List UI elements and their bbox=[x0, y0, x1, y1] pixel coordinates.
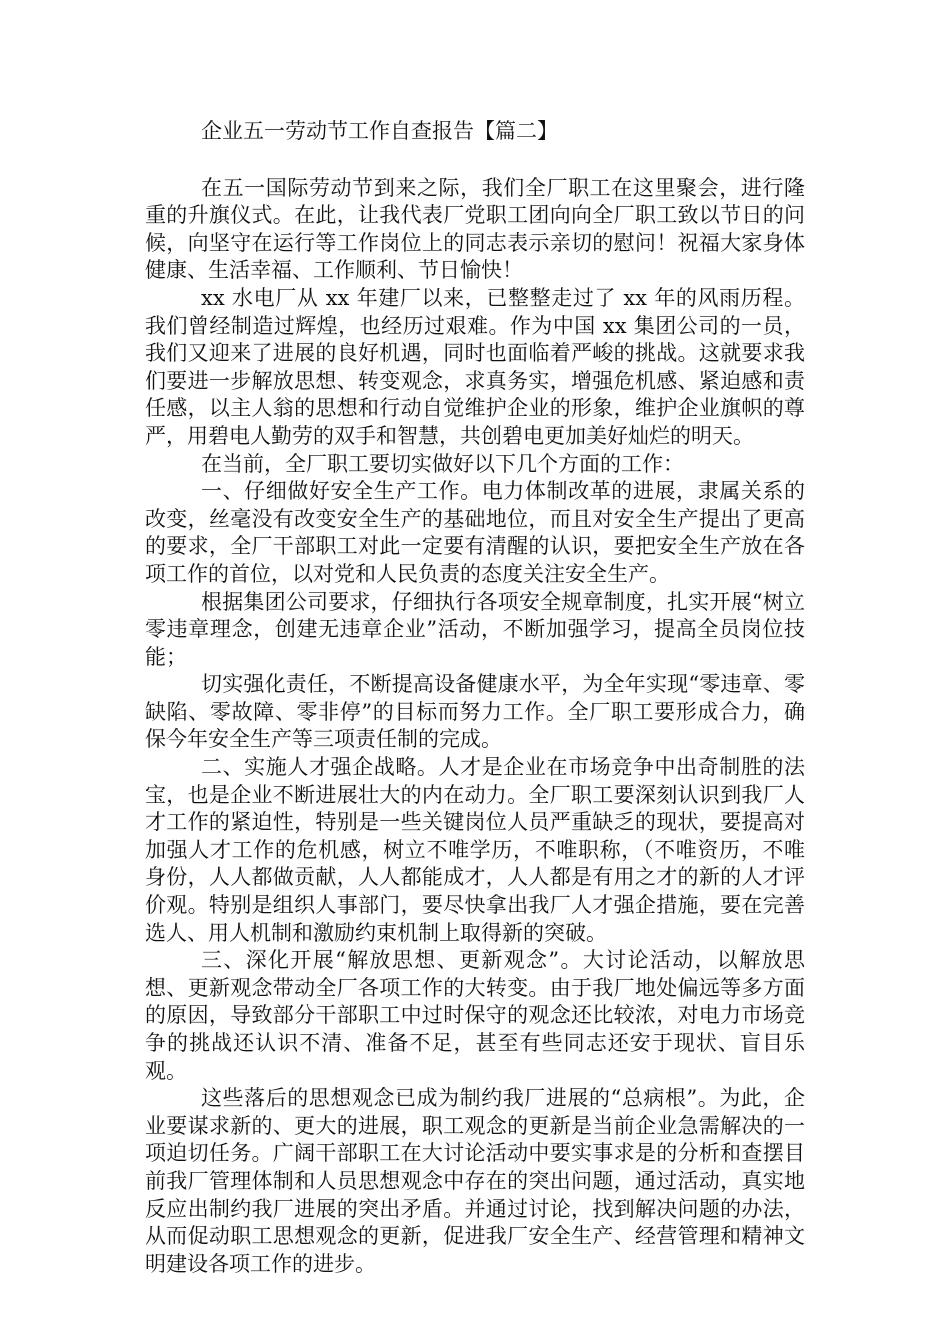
paragraph-talent: 二、实施人才强企战略。人才是企业在市场竞争中出奇制胜的法宝，也是企业不断进展壮大的内在动力。全厂职工要深刻认识到我厂人才工作的紧迫性，特别是一些关键岗位人员严重缺乏的现状，要提高对加强人才工作的危机感，树立不唯学历，不唯职称，（不唯资历，不唯身份，人人都做贡献，人人都能成才，人人都是有用之才的新的人才评价观。特别是组织人事部门，要尽快拿出我厂人才强企措施，要在完善选人、用人机制和激励约束机制上取得新的突破。 bbox=[145, 755, 805, 945]
paragraph-safety-rules: 根据集团公司要求，仔细执行各项安全规章制度，扎实开展“树立零违章理念，创建无违章企业”活动，不断加强学习，提高全员岗位技能； bbox=[145, 589, 805, 669]
paragraph-greeting: 在五一国际劳动节到来之际，我们全厂职工在这里聚会，进行隆重的升旗仪式。在此，让我代表厂党职工团向向全厂职工致以节日的问候，向坚守在运行等工作岗位上的同志表示亲切的慰问！祝福大家身体健康、生活幸福、工作顺利、节日愉快！ bbox=[145, 175, 805, 283]
paragraph-safety-responsibility: 切实强化责任，不断提高设备健康水平，为全年实现“零违章、零缺陷、零故障、零非停”的目标而努力工作。全厂职工要形成合力，确保今年安全生产等三项责任制的完成。 bbox=[145, 672, 805, 752]
paragraph-conclusion: 这些落后的思想观念已成为制约我厂进展的“总病根”。为此，企业要谋求新的、更大的进展，职工观念的更新是当前企业急需解决的一项迫切任务。广阔干部职工在大讨论活动中要实事求是的分析和查摆目前我厂管理体制和人员思想观念中存在的突出问题，通过活动，真实地反应出制约我厂进展的突出矛盾。并通过讨论，找到解决问题的办法，从而促动职工思想观念的更新，促进我厂安全生产、经营管理和精神文明建设各项工作的进步。 bbox=[145, 1086, 805, 1276]
paragraph-tasks-intro: 在当前，全厂职工要切实做好以下几个方面的工作： bbox=[201, 451, 684, 476]
paragraph-history: xx 水电厂从 xx 年建厂以来，已整整走过了 xx 年的风雨历程。我们曾经制造过辉煌，也经历过艰难。作为中国 xx 集团公司的一员，我们又迎来了进展的良好机遇，同时也面临着严峻的挑战。这就要求我们要进一步解放思想、转变观念，求真务实，增强危机感、紧迫感和责任感，以主人翁的思想和行动自觉维护企业的形象，维护企业旗帜的尊严，用碧电人勤劳的双手和智慧，共创碧电更加美好灿烂的明天。 bbox=[145, 285, 805, 448]
document-body bbox=[145, 118, 805, 1278]
paragraph-ideology: 三、深化开展“解放思想、更新观念”。大讨论活动，以解放思想、更新观念带动全厂各项工作的大转变。由于我厂地处偏远等多方面的原因，导致部分干部职工中过时保守的观念还比较浓，对电力市场竞争的挑战还认识不清、准备不足，甚至有些同志还安于现状、盲目乐观。 bbox=[145, 948, 805, 1083]
paragraph-safety: 一、仔细做好安全生产工作。电力体制改革的进展，隶属关系的改变，丝毫没有改变安全生产的基础地位，而且对安全生产提出了更高的要求，全厂干部职工对此一定要有清醒的认识，要把安全生产放在各项工作的首位，以对党和人民负责的态度关注安全生产。 bbox=[145, 479, 805, 586]
document-title: 企业五一劳动节工作自查报告【篇二】 bbox=[201, 119, 558, 143]
